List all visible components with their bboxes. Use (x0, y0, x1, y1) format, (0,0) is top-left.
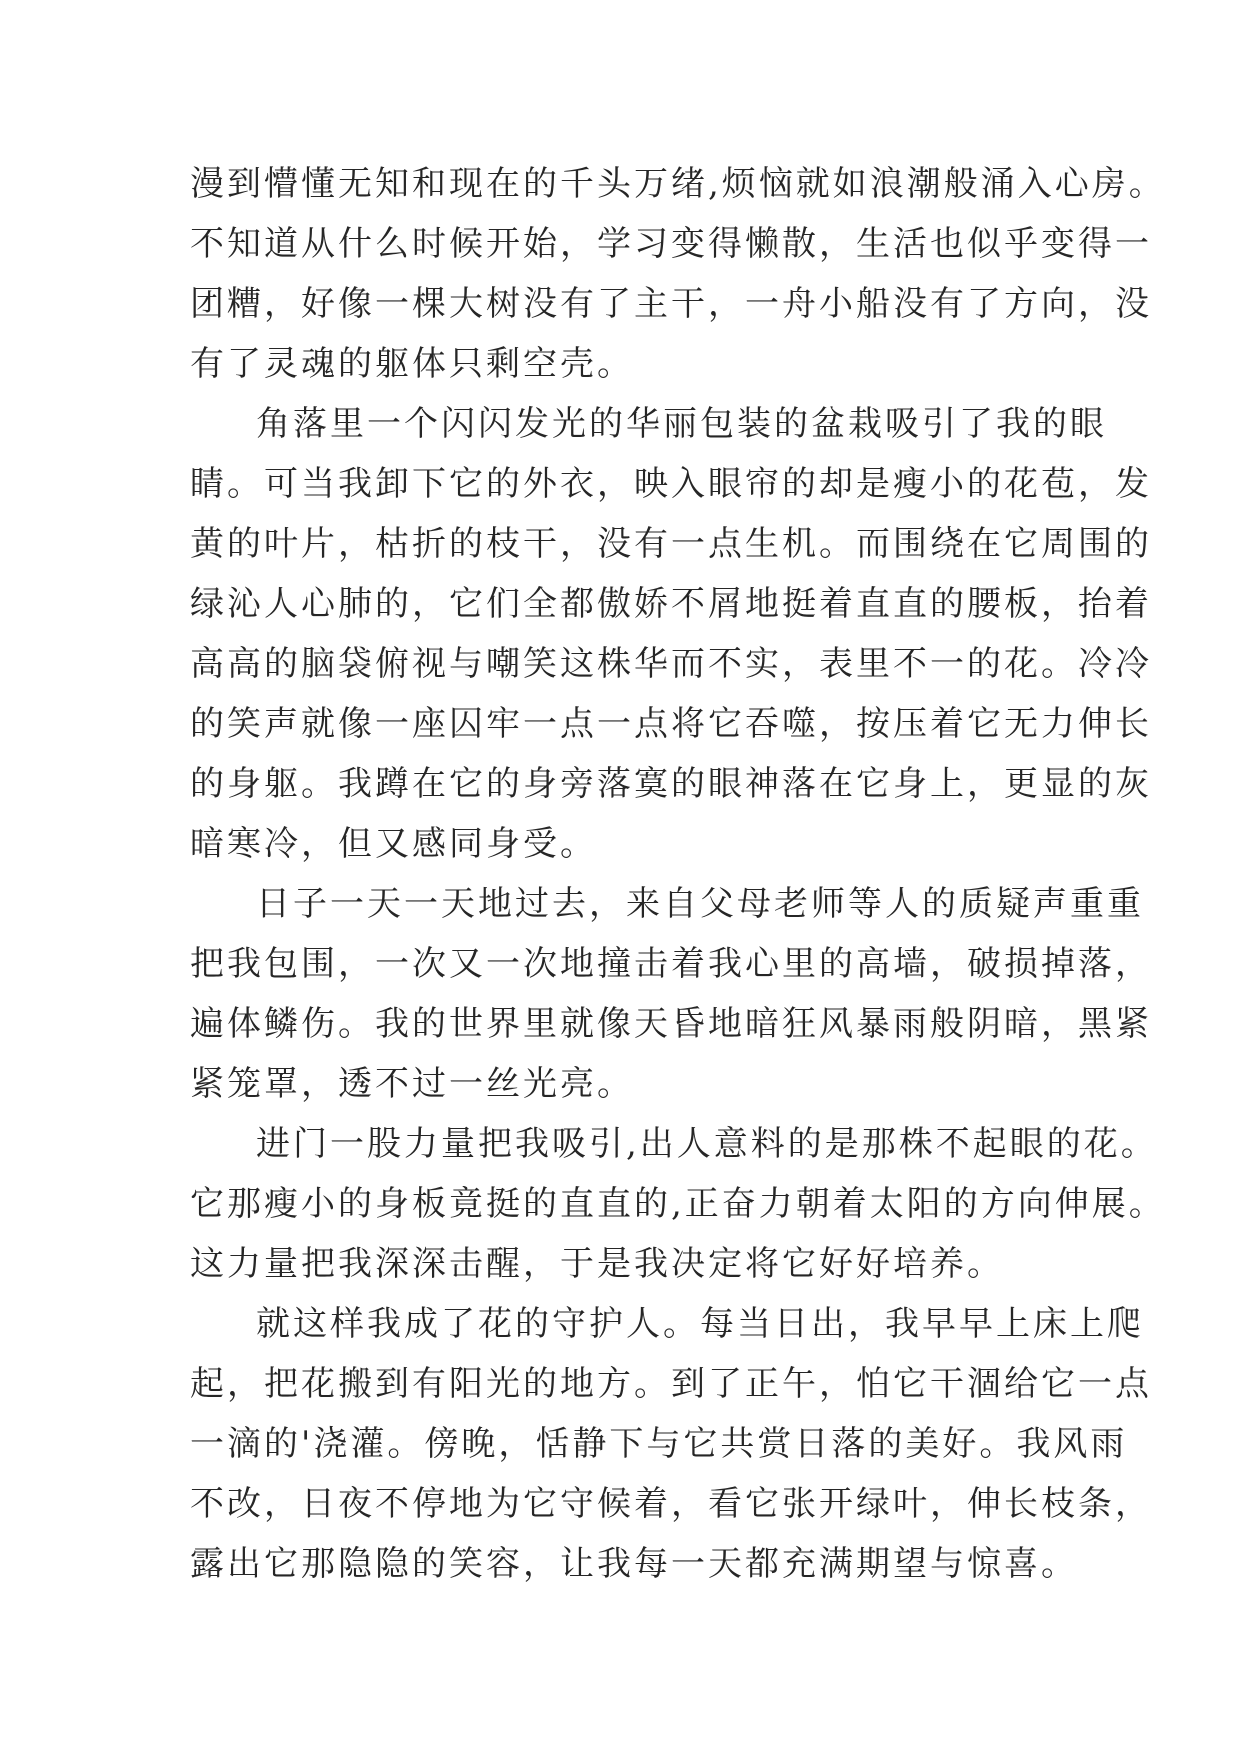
text-line: 绿沁人心肺的，它们全都傲娇不屑地挺着直直的腰板，抬着 (190, 584, 1152, 624)
text-line: 睛。可当我卸下它的外衣，映入眼帘的却是瘦小的花苞，发 (190, 464, 1152, 504)
paragraph-first-line: 就这样我成了花的守护人。每当日出，我早早上床上爬 (256, 1304, 1144, 1344)
text-line: 它那瘦小的身板竟挺的直直的,正奋力朝着太阳的方向伸展。 (190, 1184, 1166, 1224)
text-line: 暗寒冷，但又感同身受。 (190, 824, 597, 864)
text-line: 团糟，好像一棵大树没有了主干，一舟小船没有了方向，没 (190, 284, 1152, 324)
paragraph-first-line: 日子一天一天地过去，来自父母老师等人的质疑声重重 (256, 884, 1144, 924)
text-line: 不知道从什么时候开始，学习变得懒散，生活也似乎变得一 (190, 224, 1152, 264)
paragraph-first-line: 角落里一个闪闪发光的华丽包装的盆栽吸引了我的眼 (256, 404, 1107, 444)
text-line: 漫到懵懂无知和现在的千头万绪,烦恼就如浪潮般涌入心房。 (190, 164, 1166, 204)
text-line: 露出它那隐隐的笑容，让我每一天都充满期望与惊喜。 (190, 1544, 1078, 1584)
text-line: 黄的叶片，枯折的枝干，没有一点生机。而围绕在它周围的 (190, 524, 1152, 564)
text-line: 紧笼罩，透不过一丝光亮。 (190, 1064, 634, 1104)
text-line: 这力量把我深深击醒，于是我决定将它好好培养。 (190, 1244, 1004, 1284)
text-line: 把我包围，一次又一次地撞击着我心里的高墙，破损掉落， (190, 944, 1152, 984)
text-line: 有了灵魂的躯体只剩空壳。 (190, 344, 634, 384)
text-line: 的笑声就像一座囚牢一点一点将它吞噬，按压着它无力伸长 (190, 704, 1152, 744)
paragraph-first-line: 进门一股力量把我吸引,出人意料的是那株不起眼的花。 (256, 1124, 1158, 1164)
text-line: 一滴的'浇灌。傍晚，恬静下与它共赏日落的美好。我风雨 (190, 1424, 1128, 1464)
text-line: 不改，日夜不停地为它守候着，看它张开绿叶，伸长枝条， (190, 1484, 1152, 1524)
document-body (190, 154, 1166, 1594)
text-line: 起，把花搬到有阳光的地方。到了正午，怕它干涸给它一点 (190, 1364, 1152, 1404)
text-line: 遍体鳞伤。我的世界里就像天昏地暗狂风暴雨般阴暗，黑紧 (190, 1004, 1152, 1044)
text-line: 的身躯。我蹲在它的身旁落寞的眼神落在它身上，更显的灰 (190, 764, 1152, 804)
text-line: 高高的脑袋俯视与嘲笑这株华而不实，表里不一的花。冷冷 (190, 644, 1152, 684)
